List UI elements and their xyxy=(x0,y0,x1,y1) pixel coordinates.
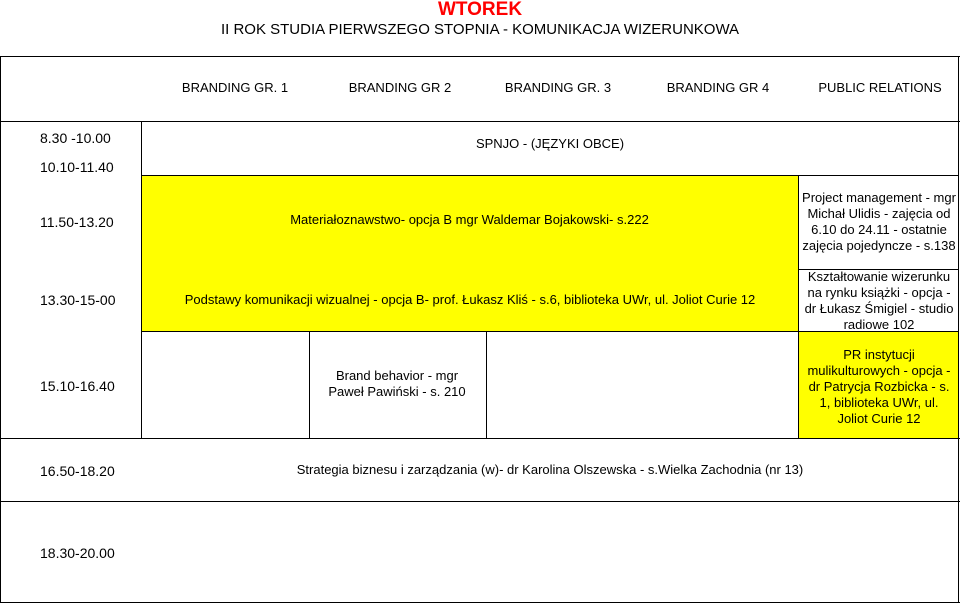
column-header-branding-gr2: BRANDING GR 2 xyxy=(348,80,452,95)
class-project-management: Project management - mgr Michał Ulidis - zajęcia od 6.10 do 24.11 - ostatnie zajęcia pojedyncze - s.138 xyxy=(802,190,956,253)
class-strategia-biznesu: Strategia biznesu i zarządzania (w)- dr Karolina Olszewska - s.Wielka Zachodnia (nr 13) xyxy=(296,462,804,477)
time-slot-6: 16.50-18.20 xyxy=(40,463,115,479)
time-slot-3: 11.50-13.20 xyxy=(40,214,114,230)
class-materialoznawstwo: Materiałoznawstwo- opcja B mgr Waldemar Bojakowski- s.222 xyxy=(290,212,649,227)
class-podstawy-komunikacji: Podstawy komunikacji wizualnej - opcja B- prof. Łukasz Kliś - s.6, biblioteka UWr, ul. Joliot Curie 12 xyxy=(184,292,756,307)
time-slot-4: 13.30-15-00 xyxy=(40,292,116,308)
class-ksztaltowanie-wizerunku: Kształtowanie wizerunku na rynku książki - opcja - dr Łukasz Śmigiel - studio radiowe 102 xyxy=(804,269,954,332)
class-pr-instytucji: PR instytucji mulikulturowych - opcja - dr Patrycja Rozbicka - s. 1, biblioteka UWr, ul. Joliot Curie 12 xyxy=(807,347,951,426)
column-header-branding-gr3: BRANDING GR. 3 xyxy=(504,80,612,95)
class-brand-behavior: Brand behavior - mgr Paweł Pawiński - s. 210 xyxy=(328,368,466,399)
time-slot-2: 10.10-11.40 xyxy=(40,159,114,175)
day-title: WTOREK xyxy=(437,0,523,20)
time-slot-7: 18.30-20.00 xyxy=(40,545,115,561)
column-header-public-relations: PUBLIC RELATIONS xyxy=(818,80,942,95)
time-slot-1: 8.30 -10.00 xyxy=(40,130,111,146)
class-spnjo: SPNJO - (JĘZYKI OBCE) xyxy=(475,136,625,151)
program-subtitle: II ROK STUDIA PIERWSZEGO STOPNIA - KOMUNIKACJA WIZERUNKOWA xyxy=(220,21,740,38)
column-header-branding-gr4: BRANDING GR 4 xyxy=(666,80,770,95)
column-header-branding-gr1: BRANDING GR. 1 xyxy=(181,80,289,95)
time-slot-5: 15.10-16.40 xyxy=(40,378,115,394)
